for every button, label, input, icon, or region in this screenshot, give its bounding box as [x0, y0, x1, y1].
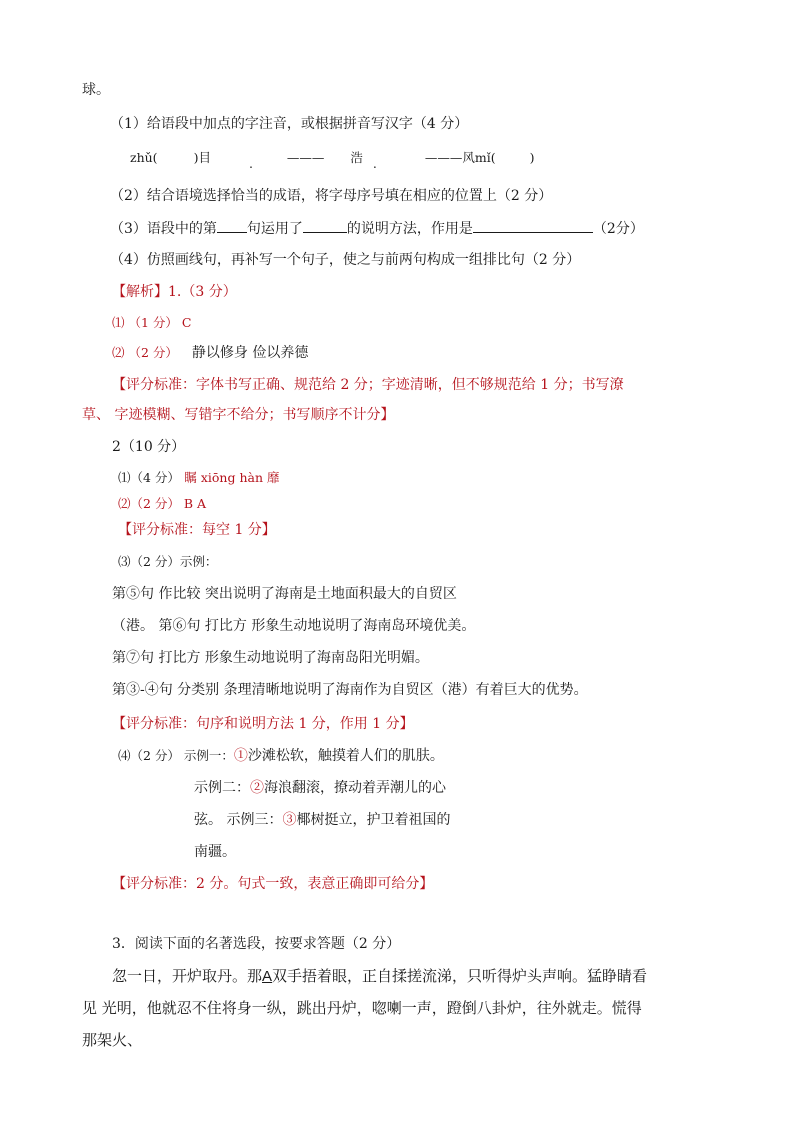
criteria-3: 【评分标准：句序和说明方法 1 分，作用 1 分】	[112, 716, 414, 732]
section-2-answer-1	[118, 468, 280, 488]
example-3-prefix: 弦。 示例三：	[194, 812, 283, 828]
passage-line-2: 见 光明，他就忍不住将身一纵，跳出丹炉，唿喇一声，蹬倒八卦炉，往外就走。慌得	[82, 999, 642, 1017]
s2-a4-prefix: ⑷（2 分） 示例一：	[118, 748, 234, 763]
q3-part-2: 句运用了	[246, 221, 303, 237]
passage-line-3: 那架火、	[82, 1031, 143, 1049]
section-2-heading: 2（10 分）	[112, 439, 186, 455]
pinyin-a: zhǔ(	[130, 150, 158, 165]
example-row-4	[112, 680, 588, 700]
q3-part-1: （3）语段中的第	[110, 221, 217, 237]
example-3-end: 南疆。	[194, 844, 236, 860]
analysis-heading: 【解析】1.（3 分）	[112, 284, 237, 300]
row-4-label: 第③-④句	[112, 682, 173, 698]
question-3-row	[110, 218, 644, 239]
example-row-1: 第⑤句 作比较 突出说明了海南是土地面积最大的自贸区	[112, 586, 457, 602]
q3-part-3: 的说明方法，作用是	[346, 221, 473, 237]
q3-part-4: （2分）	[592, 221, 644, 237]
dot-mark: .	[248, 156, 253, 171]
criteria-2: 【评分标准：每空 1 分】	[118, 522, 276, 538]
s2-a1-answer: 瞩 xiōng hàn 靡	[184, 470, 280, 485]
text-tail: 球。	[82, 82, 110, 98]
passage-1a: 忽一日，开炉取丹。那	[112, 967, 263, 985]
blank-1	[217, 218, 247, 233]
example-2-text: 海浪翻滚，撩动着弄潮儿的心	[264, 780, 446, 796]
pinyin-row	[130, 148, 535, 171]
circled-two: ②	[250, 780, 264, 796]
answer-2-text: 静以修身 俭以养德	[191, 345, 309, 361]
circled-one: ①	[233, 748, 248, 764]
answer-2	[112, 343, 308, 363]
answer-2-prefix: ⑵ （2 分）	[112, 345, 178, 360]
question-2-label: （2）结合语境选择恰当的成语，将字母序号填在相应的位置上（2 分）	[110, 188, 553, 204]
paren-b: )	[529, 150, 535, 165]
section-2-answer-2: ⑵（2 分） B A	[118, 496, 207, 511]
question-1-label: （1）给语段中加点的字注音，或根据拼音写汉字（4 分）	[110, 116, 469, 132]
criteria-1-line-1: 【评分标准：字体书写正确、规范给 2 分；字迹清晰，但不够规范给 1 分；书写潦	[112, 377, 624, 393]
row-4-text: 分类别 条理清晰地说明了海南作为自贸区（港）有着巨大的优势。	[172, 682, 588, 698]
section-2-answer-3: ⑶（2 分）示例：	[118, 554, 218, 569]
example-row-2: （港。 第⑥句 打比方 形象生动地说明了海南岛环境优美。	[112, 618, 476, 634]
word-hao: 浩	[350, 150, 363, 165]
paren-a: )目	[193, 150, 211, 165]
example-2-prefix: 示例二：	[194, 780, 250, 796]
section-2-answer-4	[118, 746, 444, 766]
example-1-text: 沙滩松软，触摸着人们的肌肤。	[247, 748, 444, 764]
example-row-3: 第⑦句 打比方 形象生动地说明了海南岛阳光明媚。	[112, 650, 429, 666]
dash-2: ———风	[424, 150, 475, 165]
example-3	[194, 810, 450, 830]
blank-2	[303, 218, 347, 233]
passage-mark-a: A	[262, 968, 273, 985]
circled-three: ③	[282, 812, 297, 828]
blank-3	[473, 218, 593, 233]
question-4-label: （4）仿照画线句，再补写一个句子，使之与前两句构成一组排比句（2 分）	[110, 252, 581, 268]
answer-1: ⑴ （1 分） C	[112, 315, 192, 330]
criteria-1-line-2: 草、 字迹模糊、写错字不给分；书写顺序不计分】	[82, 407, 395, 423]
criteria-4: 【评分标准：2 分。句式一致，表意正确即可给分】	[112, 876, 434, 892]
s2-a1-prefix: ⑴（4 分）	[118, 470, 180, 485]
question-3-title: 3．阅读下面的名著选段，按要求答题（2 分）	[112, 936, 401, 952]
passage-line-1	[112, 966, 647, 987]
dot-mark-2: .	[372, 156, 377, 171]
passage-1b: 双手捂着眼，正自揉搓流涕，只听得炉头声响。猛睁睛看	[272, 967, 648, 985]
dash-1: ———	[286, 150, 325, 165]
example-3-text: 椰树挺立，护卫着祖国的	[296, 812, 451, 828]
example-2	[194, 778, 446, 798]
pinyin-b: mǐ(	[474, 150, 496, 165]
